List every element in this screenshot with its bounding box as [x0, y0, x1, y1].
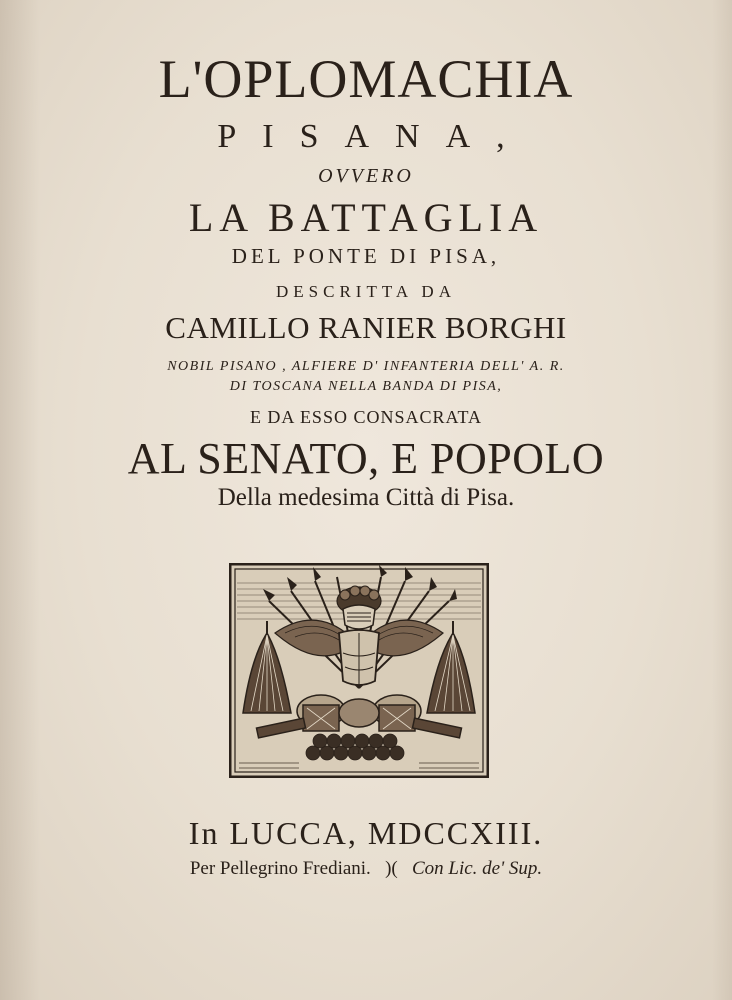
dedication-line2: AL SENATO, E POPOLO	[127, 434, 605, 483]
printers-ornament: )(	[375, 858, 408, 879]
imprint-printer-line	[0, 858, 732, 880]
dedication-line3: Della medesima Città di Pisa.	[217, 484, 515, 511]
author-description-2: DI TOSCANA NELLA BANDA DI PISA,	[229, 379, 503, 394]
main-title-line2: PISANA,	[217, 118, 531, 155]
dedication-line1: E DA ESSO CONSACRATA	[249, 407, 483, 427]
imprint-place-date: In LUCCA, MDCCXIII.	[188, 815, 544, 851]
main-title: L'OPLOMACHIA	[158, 49, 574, 109]
author-name: CAMILLO RANIER BORGHI	[165, 310, 567, 345]
subtitle-line2: DEL PONTE DI PISA,	[231, 244, 501, 268]
woodcut-trophy-illustration	[229, 563, 489, 778]
author-description-1: NOBIL PISANO , ALFIERE D' INFANTERIA DELL' A. R.	[167, 359, 565, 374]
descritta-da: DESCRITTA DA	[275, 282, 456, 301]
imprint-license: Con Lic. de' Sup.	[411, 858, 543, 879]
subtitle: LA BATTAGLIA	[188, 195, 544, 240]
ovvero-line: OVVERO	[318, 165, 414, 187]
imprint-printer: Per Pellegrino Frediani.	[189, 858, 371, 879]
